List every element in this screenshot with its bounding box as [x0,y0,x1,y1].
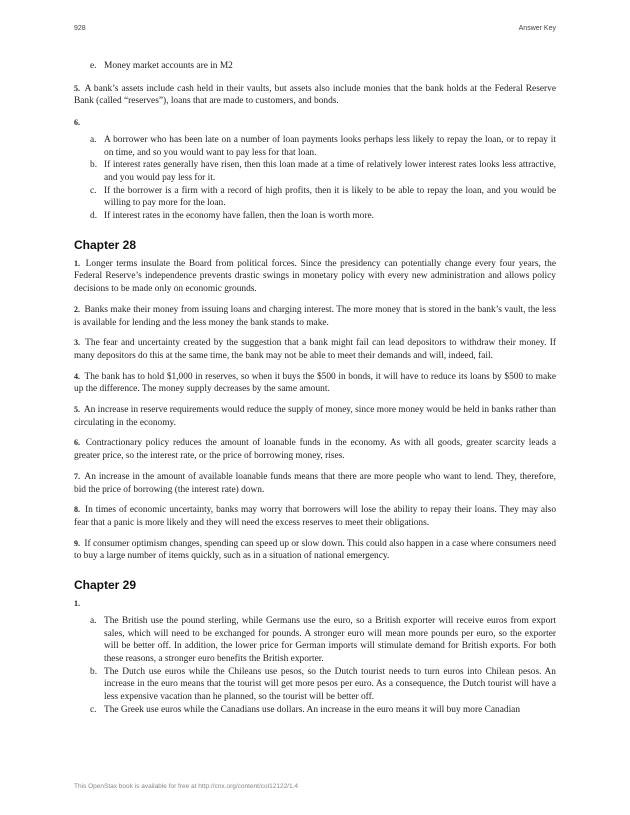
answer-number: 3. [74,338,80,348]
answer-paragraph [74,258,556,296]
answer-text: An increase in reserve requirements would reduce the supply of money, since more money would be held in banks rather than circulating in the economy. [74,405,556,428]
page-content [74,60,556,716]
list-item [74,159,556,184]
list-label: e. [90,61,97,71]
answer-number: 1. [74,258,80,268]
list-label: b. [90,160,98,171]
answer-paragraph [74,337,556,362]
list-label: a. [90,134,97,145]
answer-paragraph [74,371,556,396]
answer-text: The fear and uncertainty created by the suggestion that a bank might fail can lead depositors to withdraw their money. If many depositors do this at the same time, the bank may not be able to meet their demands and will, indeed, fail. [74,338,556,361]
list-label: c. [90,185,97,196]
list-label: c. [90,704,97,715]
list-text: The Dutch use euros while the Chileans use pesos, so the Dutch tourist needs to turn euros into Chilean pesos. An increase in the euro means that the tourist will get more pesos per euro. As a consequence, the Dutch tourist will have a less expensive vacation than he planned, so the tourist will be better off. [104,666,556,703]
answer-number: 6. [74,438,80,448]
sub-list [74,134,556,223]
list-text: If interest rates generally have risen, then this loan made at a time of relatively lower interest rates looks less attractive, and you would pay less for it. [104,160,556,183]
list-item [74,185,556,210]
list-item [74,704,556,717]
answer-paragraph [74,437,556,462]
list-text: If interest rates in the economy have fallen, then the loan is worth more. [104,211,374,222]
list-text: The British use the pound sterling, while Germans use the euro, so a British exporter will receive euros from export sales, which will need to be exchanged for pounds. A stronger euro will mean more pounds per euro, so the exporter will be better off. In addition, the lower price for German imports will stimulate demand for British exports. For both these reasons, a stronger euro benefits the British exporter. [104,615,556,664]
answer-number: 4. [74,371,80,381]
running-header: Answer Key [518,25,556,32]
list-item [74,60,556,73]
page-number: 928 [74,25,86,32]
list-label: a. [90,615,97,626]
answer-number: 6. [74,118,80,128]
list-label: b. [90,666,98,677]
answer-text: A bank’s assets include cash held in their vaults, but assets also include monies that the bank holds at the Federal Reserve Bank (called “reserves”), loans that are made to customers, and bonds. [74,83,556,107]
answer-paragraph [74,538,556,563]
footer-attribution: This OpenStax book is available for free at http://cnx.org/content/col12122/1.4 [74,783,299,790]
list-text: Money market accounts are in M2 [104,61,233,71]
answer-paragraph [74,471,556,496]
sub-list [74,615,556,717]
list-item [74,666,556,704]
answer-number: 9. [74,538,80,548]
answer-paragraph [74,404,556,429]
answer-text: Longer terms insulate the Board from political forces. Since the presidency can potentially change every four years, the Federal Reserve’s independence prevents drastic swings in monetary policy with every new administration and allows policy decisions to be made only on economic grounds. [74,258,557,295]
list-label: d. [90,211,98,222]
list-item [74,134,556,159]
answer-text: Banks make their money from issuing loans and charging interest. The more money that is stored in the bank’s vault, the less is available for lending and the less money the bank stands to make. [74,304,556,328]
answer-number: 7. [74,471,80,481]
answer-number: 8. [74,505,80,515]
answer-text: In times of economic uncertainty, banks may worry that borrowers will lose the ability to repay their loans. They may also fear that a panic is more likely and they will need the excess reserves to meet their obligations. [74,505,557,528]
answer-number: 5. [74,405,80,415]
answer-text: The bank has to hold $1,000 in reserves, so when it buys the $500 in bonds, it will have to reduce its loans by $500 to make up the difference. The money supply decreases by the same amount. [74,371,556,395]
chapter-29-heading: Chapter 29 [74,578,137,593]
answer-number: 5. [74,83,80,93]
list-text: A borrower who has been late on a number of loan payments looks perhaps less likely to repay the loan, or to repay it on time, and so you would want to pay less for that loan. [104,134,556,158]
answer-number: 2. [74,304,80,314]
answer-text: If consumer optimism changes, spending can speed up or slow down. This could also happen in a case where consumers need to buy a large number of items quickly, such as in a situation of national emergency. [74,538,557,562]
list-item [74,615,556,666]
answer-text: Contractionary policy reduces the amount of loanable funds in the economy. As with all goods, greater scarcity leads a greater price, so the interest rate, or the price of borrowing money, rises. [74,438,557,462]
list-item [74,210,556,223]
answer-paragraph [74,504,556,529]
chapter-28-heading: Chapter 28 [74,237,137,252]
answer-paragraph [74,304,556,329]
list-text: The Greek use euros while the Canadians use dollars. An increase in the euro means it will buy more Canadian [104,704,521,715]
answer-number: 1. [74,599,80,609]
answer-text: An increase in the amount of available loanable funds means that there are more people who want to lend. They, therefore, bid the price of borrowing (the interest rate) down. [74,471,556,495]
list-text: If the borrower is a firm with a record of high profits, then it is likely to be able to repay the loan, and you would be willing to pay more for the loan. [104,185,556,209]
answer-paragraph [74,83,556,108]
